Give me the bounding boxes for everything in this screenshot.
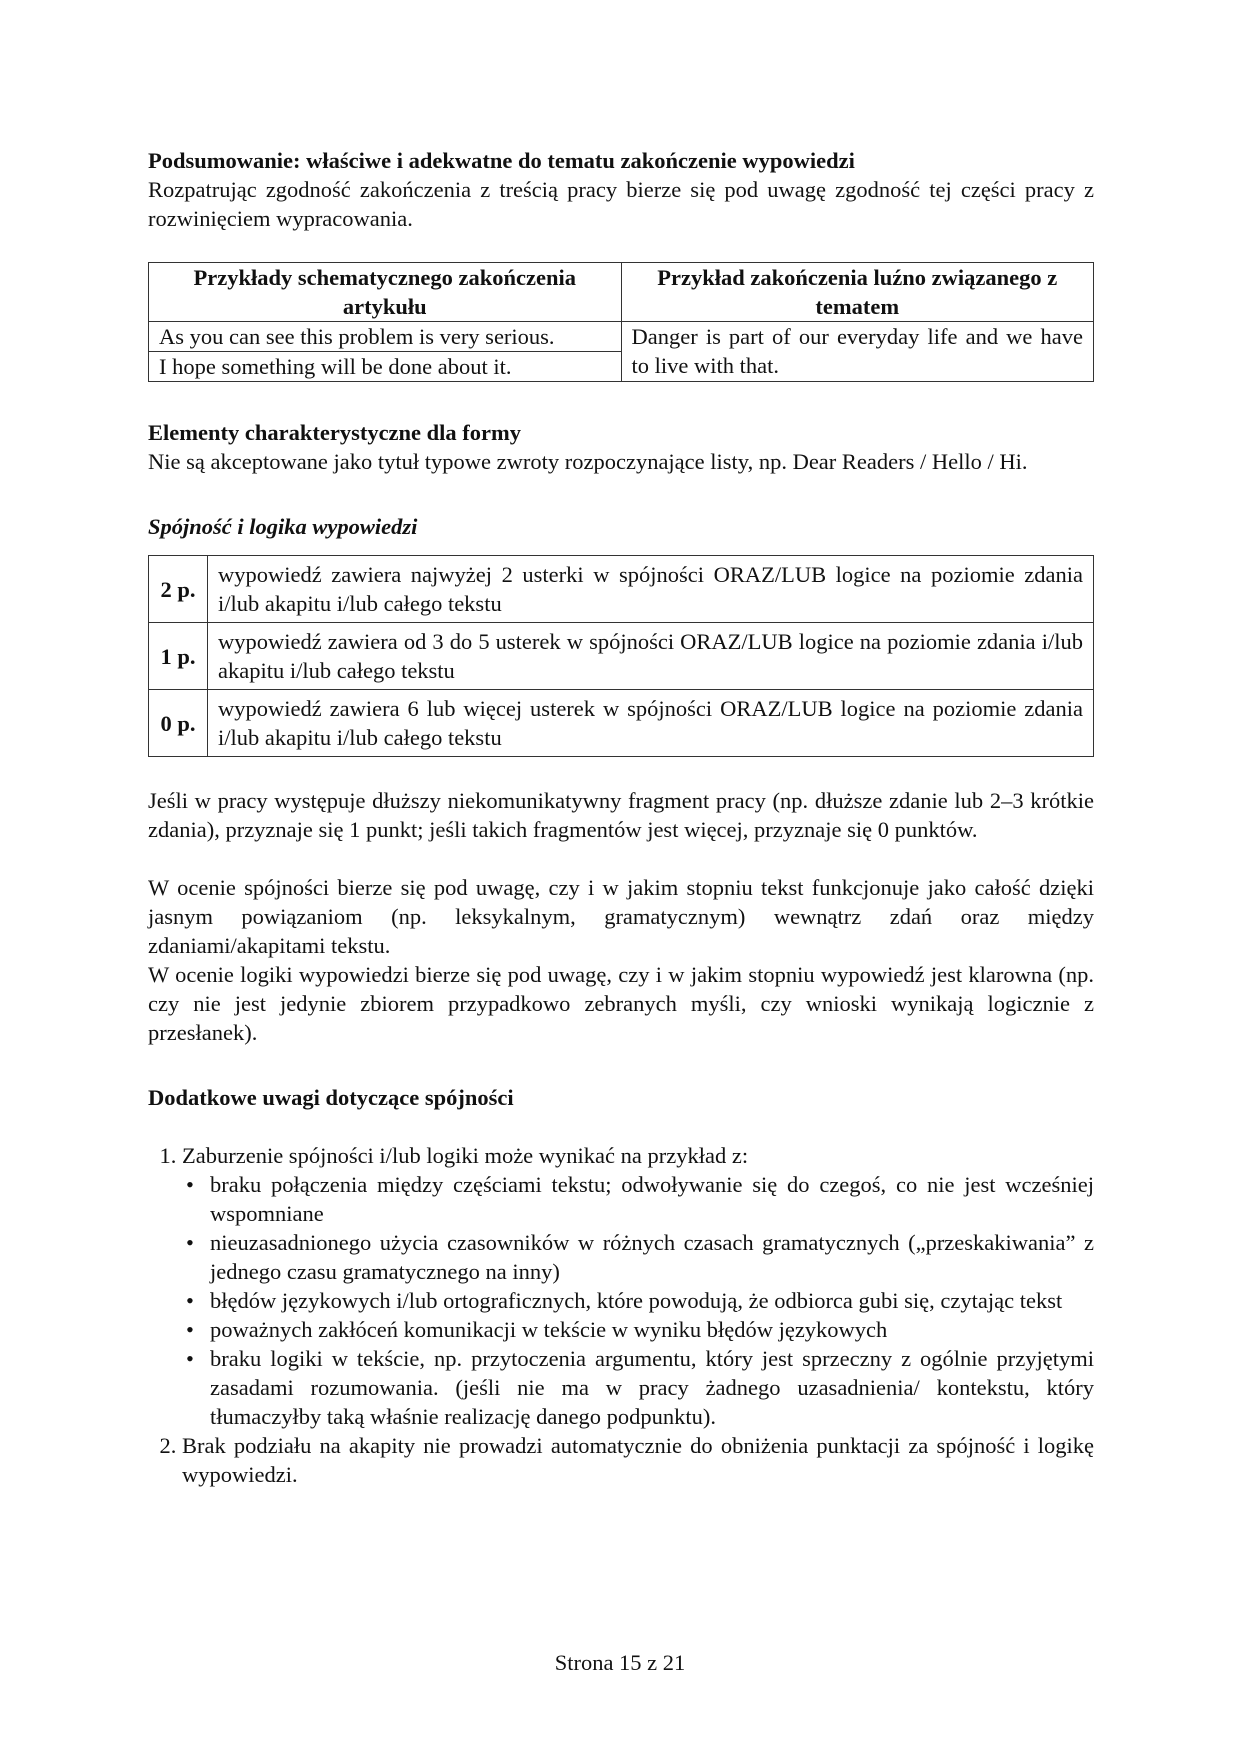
score-points: 2 p. (149, 556, 208, 623)
examples-col1-header: Przykłady schematycznego zakończenia artykułu (149, 263, 622, 322)
notes-bullet: • nieuzasadnionego użycia czasowników w różnych czasach gramatycznych („przeskakiwania” z jednego czasu gramatycznego na inny) (210, 1228, 1094, 1286)
spacer (148, 233, 1094, 262)
form-text: Nie są akceptowane jako tytuł typowe zwroty rozpoczynające listy, np. Dear Readers / Hello / Hi. (148, 449, 1028, 474)
score-row (149, 623, 1094, 690)
notes-bullet: • błędów językowych i/lub ortograficznych, które powodują, że odbiorca gubi się, czytając tekst (210, 1286, 1094, 1315)
score-description: wypowiedź zawiera najwyżej 2 usterki w spójności ORAZ/LUB logice na poziomie zdania i/lub akapitu i/lub całego tekstu (208, 556, 1094, 623)
spacer (148, 476, 1094, 512)
notes-item-1-text: Zaburzenie spójności i/lub logiki może wynikać na przykład z: (182, 1143, 749, 1168)
score-description: wypowiedź zawiera od 3 do 5 usterek w spójności ORAZ/LUB logice na poziomie zdania i/lub akapitu i/lub całego tekstu (208, 623, 1094, 690)
notes-bullet-list (182, 1170, 1094, 1431)
spacer (148, 1047, 1094, 1083)
form-heading: Elementy charakterystyczne dla formy (148, 420, 522, 445)
notes-item-2: 2. Brak podziału na akapity nie prowadzi automatycznie do obniżenia punktacji za spójność i logikę wypowiedzi. (182, 1431, 1094, 1489)
examples-col1-row1: As you can see this problem is very serious. (149, 322, 622, 352)
notes-item-1 (182, 1141, 1094, 1431)
examples-col2-header: Przykład zakończenia luźno związanego z tematem (621, 263, 1094, 322)
paragraph-noncommunicative: Jeśli w pracy występuje dłuższy niekomunikatywny fragment pracy (np. dłuższe zdanie lub 2–3 krótkie zdania), przyznaje się 1 punkt; jeśli takich fragmentów jest więcej, przyznaje się 0 punktów. (148, 788, 1094, 842)
examples-table (148, 262, 1094, 382)
score-row (149, 556, 1094, 623)
notes-heading: Dodatkowe uwagi dotyczące spójności (148, 1085, 514, 1110)
score-points: 1 p. (149, 623, 208, 690)
examples-col2-text: Danger is part of our everyday life and we have to live with that. (621, 322, 1094, 382)
spacer (148, 382, 1094, 418)
coherence-heading: Spójność i logika wypowiedzi (148, 514, 418, 539)
spacer (148, 1112, 1094, 1141)
notes-bullet: • braku połączenia między częściami tekstu; odwoływanie się do czegoś, co nie jest wcześniej wspomniane (210, 1170, 1094, 1228)
notes-bullet: • braku logiki w tekście, np. przytoczenia argumentu, który jest sprzeczny z ogólnie przyjętymi zasadami rozumowania. (jeśli nie ma w pracy żadnego uzasadnienia/ kontekstu, który tłumaczyłby taką właśnie realizację danego podpunktu). (210, 1344, 1094, 1431)
examples-table-row (149, 322, 1094, 352)
spacer (148, 757, 1094, 786)
examples-table-header-row (149, 263, 1094, 322)
notes-list (148, 1141, 1094, 1489)
spacer (148, 844, 1094, 873)
document-page (148, 146, 1094, 1489)
paragraph-logic: W ocenie logiki wypowiedzi bierze się pod uwagę, czy i w jakim stopniu wypowiedź jest klarowna (np. czy nie jest jedynie zbiorem przypadkowo zebranych myśli, czy wnioski wynikają logicznie z przesłanek). (148, 962, 1094, 1045)
summary-text: Rozpatrując zgodność zakończenia z treścią pracy bierze się pod uwagę zgodność tej części pracy z rozwinięciem wypracowania. (148, 177, 1094, 231)
examples-col1-row2: I hope something will be done about it. (149, 352, 622, 382)
score-description: wypowiedź zawiera 6 lub więcej usterek w spójności ORAZ/LUB logice na poziomie zdania i/lub akapitu i/lub całego tekstu (208, 690, 1094, 757)
notes-bullet: • poważnych zakłóceń komunikacji w tekście w wyniku błędów językowych (210, 1315, 1094, 1344)
page-footer: Strona 15 z 21 (554, 1650, 686, 1675)
score-row (149, 690, 1094, 757)
paragraph-coherence: W ocenie spójności bierze się pod uwagę, czy i w jakim stopniu tekst funkcjonuje jako całość dzięki jasnym powiązaniom (np. leksykalnym, gramatycznym) wewnątrz zdań oraz między zdaniami/akapitami tekstu. (148, 875, 1094, 958)
coherence-score-table (148, 555, 1094, 757)
spacer (148, 541, 1094, 555)
score-points: 0 p. (149, 690, 208, 757)
summary-heading: Podsumowanie: właściwe i adekwatne do tematu zakończenie wypowiedzi (148, 148, 855, 173)
